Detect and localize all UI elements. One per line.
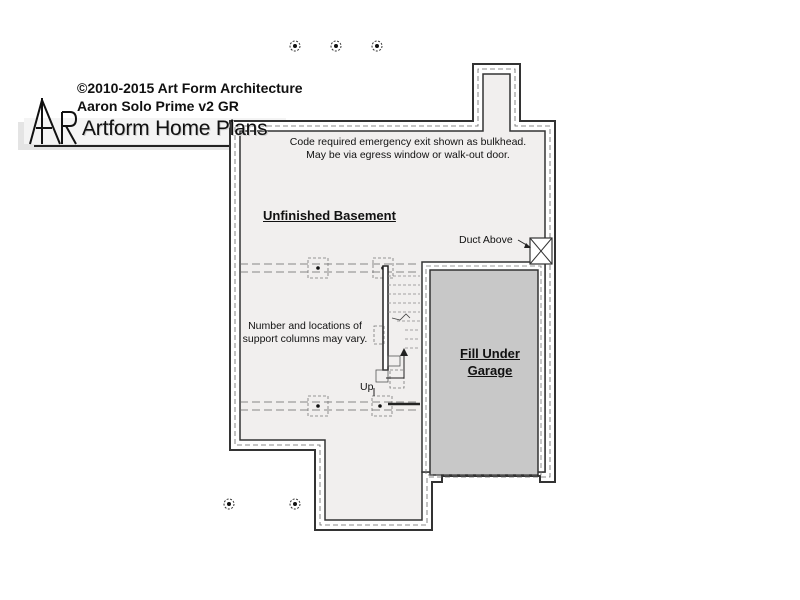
site-marker-2 xyxy=(331,41,341,51)
room-title-basement: Unfinished Basement xyxy=(263,208,396,223)
brand-name: Artform Home Plans xyxy=(82,117,268,140)
support-columns-line1: Number and locations of xyxy=(248,320,362,332)
room-title-garage xyxy=(440,345,540,379)
plan-name: Aaron Solo Prime v2 GR xyxy=(77,98,239,114)
copyright-line: ©2010-2015 Art Form Architecture xyxy=(77,80,303,96)
garage-line1: Fill Under xyxy=(460,346,520,361)
site-marker-5 xyxy=(290,499,300,509)
site-marker-3 xyxy=(372,41,382,51)
emergency-exit-line2: May be via egress window or walk-out door. xyxy=(306,149,510,161)
support-columns-note xyxy=(238,320,372,346)
emergency-exit-line1: Code required emergency exit shown as bulkhead. xyxy=(289,136,527,148)
duct-label: Duct Above xyxy=(459,234,513,246)
copyright-block xyxy=(77,79,303,115)
stairs-up-label: Up xyxy=(360,381,374,393)
site-marker-4 xyxy=(224,499,234,509)
emergency-exit-note xyxy=(288,136,528,162)
site-marker-1 xyxy=(290,41,300,51)
garage-line2: Garage xyxy=(467,363,513,378)
support-columns-line2: support columns may vary. xyxy=(242,333,368,345)
